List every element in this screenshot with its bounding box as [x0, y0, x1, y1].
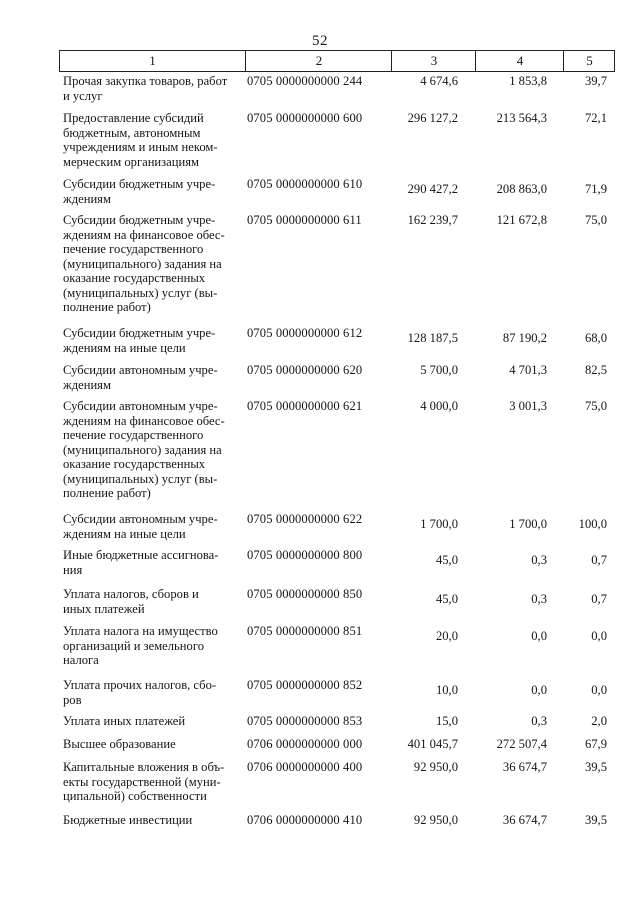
row-name [63, 74, 239, 103]
table-header [59, 50, 615, 72]
row-value-4: 121 672,8 [496, 213, 547, 227]
row-value-3: 128 187,5 [407, 331, 458, 345]
row-name-line: Бюджетные инвестиции [63, 813, 193, 827]
row-name-line: Прочая закупка товаров, работ [63, 74, 228, 88]
row-name-line: оказание государственных [63, 457, 206, 471]
row-value-4: 36 674,7 [502, 813, 547, 827]
row-code: 0705 0000000000 620 [247, 363, 363, 377]
row-name-line: ждениям [63, 377, 111, 392]
row-value-5: 71,9 [584, 182, 607, 196]
row-name-line: Уплата налога на имущество [63, 624, 218, 638]
column-header-2: 2 [245, 51, 392, 71]
row-value-4: 36 674,7 [502, 760, 547, 774]
row-value-4: 0,0 [531, 683, 547, 697]
row-code: 0705 0000000000 244 [247, 74, 363, 88]
row-name-line: ния [63, 562, 83, 577]
row-name-line: мерческим организациям [63, 154, 199, 169]
row-value-3: 5 700,0 [420, 363, 458, 377]
row-name-line: и услуг [63, 88, 103, 103]
row-value-5: 0,0 [591, 683, 607, 697]
row-value-5: 82,5 [584, 363, 607, 377]
row-name-line: ждениям [63, 191, 111, 206]
row-name-line: (муниципального) задания на [63, 256, 222, 271]
row-code: 0706 0000000000 400 [247, 760, 363, 774]
row-value-3: 15,0 [435, 714, 458, 728]
row-value-5: 75,0 [584, 399, 607, 413]
row-name-line: Уплата прочих налогов, сбо- [63, 678, 217, 692]
row-value-4: 213 564,3 [496, 111, 547, 125]
row-name [63, 760, 239, 804]
row-name-line: Субсидии бюджетным учре- [63, 177, 216, 191]
row-code: 0705 0000000000 600 [247, 111, 363, 125]
row-value-3: 10,0 [435, 683, 458, 697]
row-name-line: Субсидии бюджетным учре- [63, 213, 216, 227]
row-value-4: 0,3 [531, 592, 547, 606]
row-name [63, 363, 239, 392]
row-code: 0705 0000000000 612 [247, 326, 363, 340]
row-code: 0705 0000000000 850 [247, 587, 363, 601]
row-value-4: 87 190,2 [502, 331, 547, 345]
row-value-5: 67,9 [584, 737, 607, 751]
row-code: 0705 0000000000 851 [247, 624, 363, 638]
row-name-line: Уплата иных платежей [63, 714, 186, 728]
row-value-4: 1 853,8 [509, 74, 547, 88]
column-header-4: 4 [475, 51, 564, 71]
row-name [63, 737, 239, 752]
row-value-5: 0,7 [591, 553, 607, 567]
row-value-3: 92 950,0 [413, 813, 458, 827]
row-name-line: Капитальные вложения в объ- [63, 760, 225, 774]
row-name-line: ждениям на иные цели [63, 340, 186, 355]
row-code: 0705 0000000000 853 [247, 714, 363, 728]
row-value-5: 39,5 [584, 760, 607, 774]
row-value-3: 401 045,7 [407, 737, 458, 751]
row-name [63, 624, 239, 668]
column-header-5: 5 [563, 51, 615, 71]
row-value-4: 0,3 [531, 714, 547, 728]
row-code: 0706 0000000000 410 [247, 813, 363, 827]
row-name-line: иных платежей [63, 601, 145, 616]
row-value-3: 92 950,0 [413, 760, 458, 774]
row-value-5: 75,0 [584, 213, 607, 227]
page-number: 52 [312, 33, 328, 49]
row-name-line: ров [63, 692, 82, 707]
row-value-5: 2,0 [591, 714, 607, 728]
row-name-line: (муниципальных) услуг (вы- [63, 285, 218, 300]
row-name-line: налога [63, 653, 99, 667]
row-name [63, 326, 239, 355]
row-name-line: бюджетным, автономным [63, 125, 201, 140]
row-name [63, 714, 239, 729]
row-name [63, 213, 239, 315]
row-value-4: 0,0 [531, 629, 547, 643]
row-value-4: 0,3 [531, 553, 547, 567]
row-name-line: Высшее образование [63, 737, 176, 751]
row-name-line: ждениям на финансовое обес- [63, 413, 225, 428]
row-code: 0705 0000000000 800 [247, 548, 363, 562]
row-name-line: Уплата налогов, сборов и [63, 587, 199, 601]
row-name-line: полнение работ) [63, 300, 151, 314]
row-value-5: 72,1 [584, 111, 607, 125]
row-value-4: 1 700,0 [509, 517, 547, 531]
row-code: 0705 0000000000 610 [247, 177, 363, 191]
row-value-5: 0,7 [591, 592, 607, 606]
row-name-line: Субсидии автономным учре- [63, 512, 218, 526]
row-name [63, 548, 239, 577]
row-code: 0705 0000000000 611 [247, 213, 362, 227]
row-name [63, 587, 239, 616]
row-name-line: Субсидии бюджетным учре- [63, 326, 216, 340]
row-name-line: ждениям на финансовое обес- [63, 227, 225, 242]
row-value-4: 208 863,0 [496, 182, 547, 196]
row-name-line: печение государственного [63, 428, 204, 442]
row-value-5: 39,5 [584, 813, 607, 827]
row-name-line: учреждениям и иным неком- [63, 140, 218, 154]
row-value-3: 296 127,2 [407, 111, 458, 125]
row-value-3: 20,0 [435, 629, 458, 643]
row-code: 0706 0000000000 000 [247, 737, 363, 751]
row-code: 0705 0000000000 621 [247, 399, 363, 413]
row-name [63, 177, 239, 206]
row-name-line: екты государственной (муни- [63, 774, 221, 789]
row-value-4: 4 701,3 [509, 363, 547, 377]
row-value-3: 4 000,0 [420, 399, 458, 413]
row-value-3: 4 674,6 [420, 74, 458, 88]
row-value-3: 162 239,7 [407, 213, 458, 227]
column-header-3: 3 [391, 51, 476, 71]
row-name-line: полнение работ) [63, 486, 151, 500]
row-code: 0705 0000000000 852 [247, 678, 363, 692]
row-value-4: 272 507,4 [496, 737, 547, 751]
row-name-line: Предоставление субсидий [63, 111, 204, 125]
row-value-5: 100,0 [578, 517, 607, 531]
row-name [63, 813, 239, 828]
row-name-line: печение государственного [63, 242, 204, 256]
row-name-line: оказание государственных [63, 271, 206, 285]
row-value-5: 39,7 [584, 74, 607, 88]
row-name-line: (муниципальных) услуг (вы- [63, 471, 218, 486]
row-name-line: ципальной) собственности [63, 789, 207, 803]
row-name [63, 111, 239, 169]
row-value-5: 0,0 [591, 629, 607, 643]
row-name [63, 399, 239, 501]
row-value-3: 45,0 [435, 553, 458, 567]
row-value-3: 290 427,2 [407, 182, 458, 196]
row-name [63, 678, 239, 707]
row-name-line: Субсидии автономным учре- [63, 399, 218, 413]
row-value-4: 3 001,3 [509, 399, 547, 413]
column-header-1: 1 [149, 53, 156, 68]
row-value-5: 68,0 [584, 331, 607, 345]
row-name-line: Иные бюджетные ассигнова- [63, 548, 219, 562]
row-name-line: организаций и земельного [63, 638, 204, 653]
row-name-line: (муниципального) задания на [63, 442, 222, 457]
row-value-3: 1 700,0 [420, 517, 458, 531]
row-code: 0705 0000000000 622 [247, 512, 363, 526]
row-name [63, 512, 239, 541]
row-name-line: Субсидии автономным учре- [63, 363, 218, 377]
row-name-line: ждениям на иные цели [63, 526, 186, 541]
row-value-3: 45,0 [435, 592, 458, 606]
